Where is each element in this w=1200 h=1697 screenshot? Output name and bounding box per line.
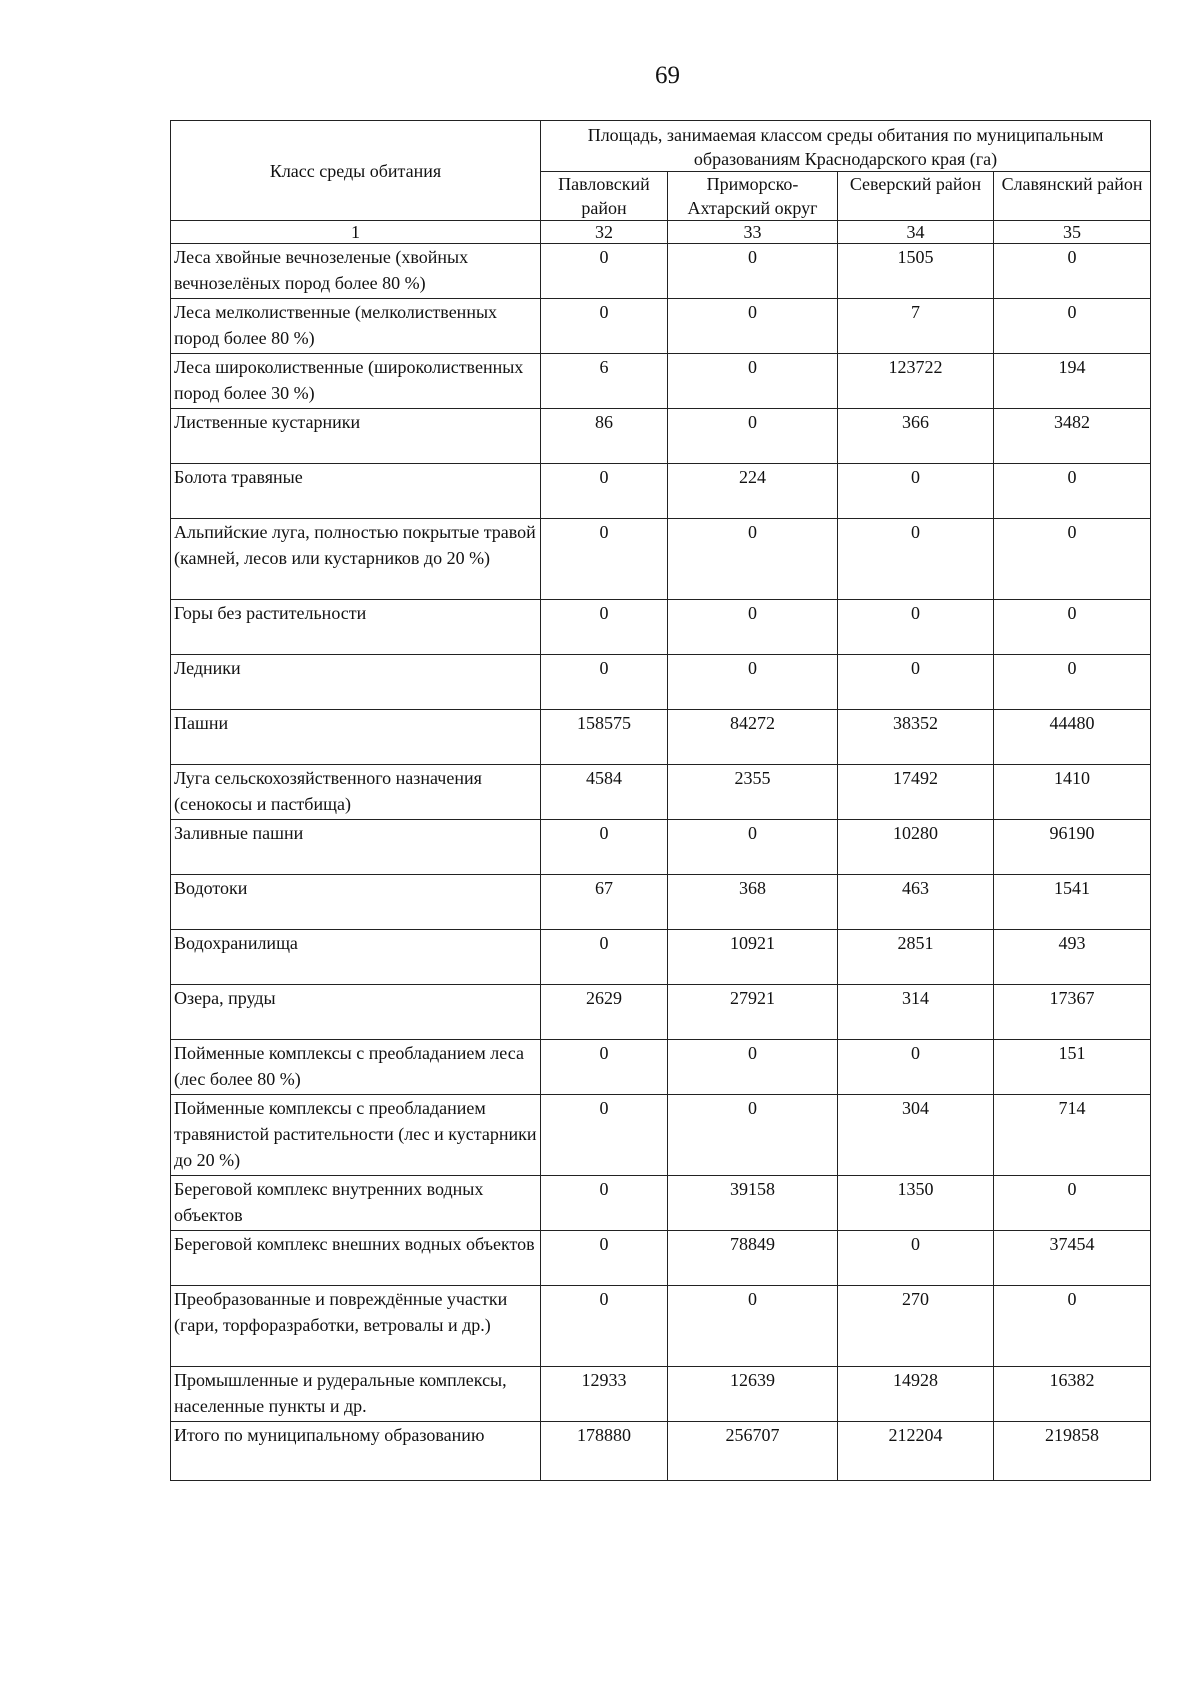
table-row: [171, 1231, 1151, 1286]
area-value-cell: 37454: [994, 1231, 1151, 1286]
column-index: 32: [541, 221, 668, 244]
habitat-class-name: Леса мелколиственные (мелколиственных пород более 80 %): [171, 299, 541, 354]
area-value-cell: 12639: [668, 1367, 838, 1422]
habitat-class-name: Промышленные и рудеральные комплексы, населенные пункты и др.: [171, 1367, 541, 1422]
area-value-cell: 123722: [838, 354, 994, 409]
habitat-class-name: Лиственные кустарники: [171, 409, 541, 464]
area-value-cell: 493: [994, 930, 1151, 985]
area-value-cell: 368: [668, 875, 838, 930]
area-value-cell: 78849: [668, 1231, 838, 1286]
table-row: [171, 1176, 1151, 1231]
table-row: [171, 1040, 1151, 1095]
table-row: [171, 1095, 1151, 1176]
column-header: Приморско-Ахтарский округ: [668, 172, 838, 221]
habitat-class-name: Леса широколиственные (широколиственных пород более 30 %): [171, 354, 541, 409]
area-value-cell: 1410: [994, 765, 1151, 820]
area-value-cell: 0: [668, 820, 838, 875]
area-value-cell: 17367: [994, 985, 1151, 1040]
area-value-cell: 2629: [541, 985, 668, 1040]
habitat-class-name: Пойменные комплексы с преобладанием травянистой растительности (лес и кустарники до 20 %): [171, 1095, 541, 1176]
area-value-cell: 2355: [668, 765, 838, 820]
area-value-cell: 67: [541, 875, 668, 930]
table-row: [171, 354, 1151, 409]
area-value-cell: 256707: [668, 1422, 838, 1481]
area-value-cell: 96190: [994, 820, 1151, 875]
area-value-cell: 366: [838, 409, 994, 464]
area-value-cell: 304: [838, 1095, 994, 1176]
area-value-cell: 10280: [838, 820, 994, 875]
area-value-cell: 1350: [838, 1176, 994, 1231]
habitat-class-name: Горы без растительности: [171, 600, 541, 655]
table-row: [171, 1367, 1151, 1422]
area-value-cell: 178880: [541, 1422, 668, 1481]
column-index: 33: [668, 221, 838, 244]
area-value-cell: 0: [994, 655, 1151, 710]
area-value-cell: 38352: [838, 710, 994, 765]
area-value-cell: 463: [838, 875, 994, 930]
table-row: [171, 409, 1151, 464]
habitat-class-name: Водотоки: [171, 875, 541, 930]
area-value-cell: 0: [838, 600, 994, 655]
habitat-class-name: Ледники: [171, 655, 541, 710]
habitat-class-name: Озера, пруды: [171, 985, 541, 1040]
area-value-cell: 44480: [994, 710, 1151, 765]
area-value-cell: 0: [668, 600, 838, 655]
table-row: [171, 519, 1151, 600]
area-value-cell: 86: [541, 409, 668, 464]
area-value-cell: 14928: [838, 1367, 994, 1422]
area-value-cell: 39158: [668, 1176, 838, 1231]
habitat-class-name: Заливные пашни: [171, 820, 541, 875]
area-value-cell: 151: [994, 1040, 1151, 1095]
habitat-class-name: Альпийские луга, полностью покрытые травой (камней, лесов или кустарников до 20 %): [171, 519, 541, 600]
area-value-cell: 0: [838, 1040, 994, 1095]
area-value-cell: 0: [994, 1286, 1151, 1367]
area-value-cell: 0: [541, 820, 668, 875]
area-value-cell: 0: [838, 519, 994, 600]
habitat-class-name: Береговой комплекс внешних водных объектов: [171, 1231, 541, 1286]
area-value-cell: 0: [541, 1095, 668, 1176]
area-value-cell: 0: [668, 409, 838, 464]
class-column-header: Класс среды обитания: [171, 121, 541, 221]
habitat-class-name: Водохранилища: [171, 930, 541, 985]
habitat-class-name: Преобразованные и повреждённые участки (гари, торфоразработки, ветровалы и др.): [171, 1286, 541, 1367]
column-index: 34: [838, 221, 994, 244]
habitat-class-name: Пашни: [171, 710, 541, 765]
area-value-cell: 0: [668, 655, 838, 710]
area-value-cell: 16382: [994, 1367, 1151, 1422]
area-value-cell: 0: [668, 519, 838, 600]
habitat-class-name: Итого по муниципальному образованию: [171, 1422, 541, 1481]
area-value-cell: 0: [994, 519, 1151, 600]
table-row: [171, 710, 1151, 765]
table-row: [171, 930, 1151, 985]
area-value-cell: 0: [994, 464, 1151, 519]
area-value-cell: 0: [838, 1231, 994, 1286]
area-value-cell: 219858: [994, 1422, 1151, 1481]
table-row: [171, 875, 1151, 930]
area-value-cell: 0: [994, 600, 1151, 655]
area-value-cell: 1505: [838, 244, 994, 299]
area-value-cell: 0: [541, 244, 668, 299]
area-group-header: Площадь, занимаемая классом среды обитания по муниципальным образованиям Краснодарского края (га): [541, 121, 1151, 172]
area-value-cell: 0: [668, 354, 838, 409]
area-value-cell: 270: [838, 1286, 994, 1367]
area-value-cell: 1541: [994, 875, 1151, 930]
area-value-cell: 0: [541, 930, 668, 985]
area-value-cell: 6: [541, 354, 668, 409]
column-header: Славянский район: [994, 172, 1151, 221]
area-value-cell: 0: [838, 655, 994, 710]
area-value-cell: 0: [541, 1176, 668, 1231]
area-value-cell: 17492: [838, 765, 994, 820]
table-row: [171, 600, 1151, 655]
area-value-cell: 0: [541, 1040, 668, 1095]
area-value-cell: 0: [541, 655, 668, 710]
area-value-cell: 194: [994, 354, 1151, 409]
area-value-cell: 2851: [838, 930, 994, 985]
table-row: [171, 1286, 1151, 1367]
habitat-class-name: Береговой комплекс внутренних водных объектов: [171, 1176, 541, 1231]
habitat-class-name: Болота травяные: [171, 464, 541, 519]
table-row: [171, 655, 1151, 710]
column-header: Павловский район: [541, 172, 668, 221]
table-row: [171, 299, 1151, 354]
area-value-cell: 0: [541, 1286, 668, 1367]
table-row: [171, 244, 1151, 299]
area-value-cell: 7: [838, 299, 994, 354]
area-value-cell: 0: [994, 299, 1151, 354]
column-index-row: [171, 221, 1151, 244]
area-value-cell: 27921: [668, 985, 838, 1040]
area-value-cell: 158575: [541, 710, 668, 765]
area-value-cell: 3482: [994, 409, 1151, 464]
column-index: 35: [994, 221, 1151, 244]
page-number: 69: [655, 62, 680, 89]
area-value-cell: 4584: [541, 765, 668, 820]
area-value-cell: 84272: [668, 710, 838, 765]
header-row-group: [171, 121, 1151, 172]
area-value-cell: 224: [668, 464, 838, 519]
area-value-cell: 0: [668, 1095, 838, 1176]
area-value-cell: 0: [541, 600, 668, 655]
table-row: [171, 820, 1151, 875]
area-value-cell: 314: [838, 985, 994, 1040]
area-value-cell: 0: [838, 464, 994, 519]
area-value-cell: 0: [541, 464, 668, 519]
area-value-cell: 0: [541, 299, 668, 354]
area-value-cell: 10921: [668, 930, 838, 985]
area-value-cell: 0: [668, 1286, 838, 1367]
area-value-cell: 0: [994, 1176, 1151, 1231]
habitat-class-name: Пойменные комплексы с преобладанием леса (лес более 80 %): [171, 1040, 541, 1095]
area-value-cell: 0: [541, 519, 668, 600]
area-value-cell: 0: [541, 1231, 668, 1286]
area-value-cell: 0: [668, 299, 838, 354]
table-row: [171, 1422, 1151, 1481]
habitat-class-name: Леса хвойные вечнозеленые (хвойных вечнозелёных пород более 80 %): [171, 244, 541, 299]
habitat-area-table: [170, 120, 1151, 1481]
habitat-class-name: Луга сельскохозяйственного назначения (сенокосы и пастбища): [171, 765, 541, 820]
area-value-cell: 12933: [541, 1367, 668, 1422]
area-value-cell: 212204: [838, 1422, 994, 1481]
table-row: [171, 765, 1151, 820]
table-row: [171, 464, 1151, 519]
area-value-cell: 0: [994, 244, 1151, 299]
table-row: [171, 985, 1151, 1040]
area-value-cell: 0: [668, 1040, 838, 1095]
area-value-cell: 714: [994, 1095, 1151, 1176]
area-value-cell: 0: [668, 244, 838, 299]
column-index: 1: [171, 221, 541, 244]
column-header: Северский район: [838, 172, 994, 221]
